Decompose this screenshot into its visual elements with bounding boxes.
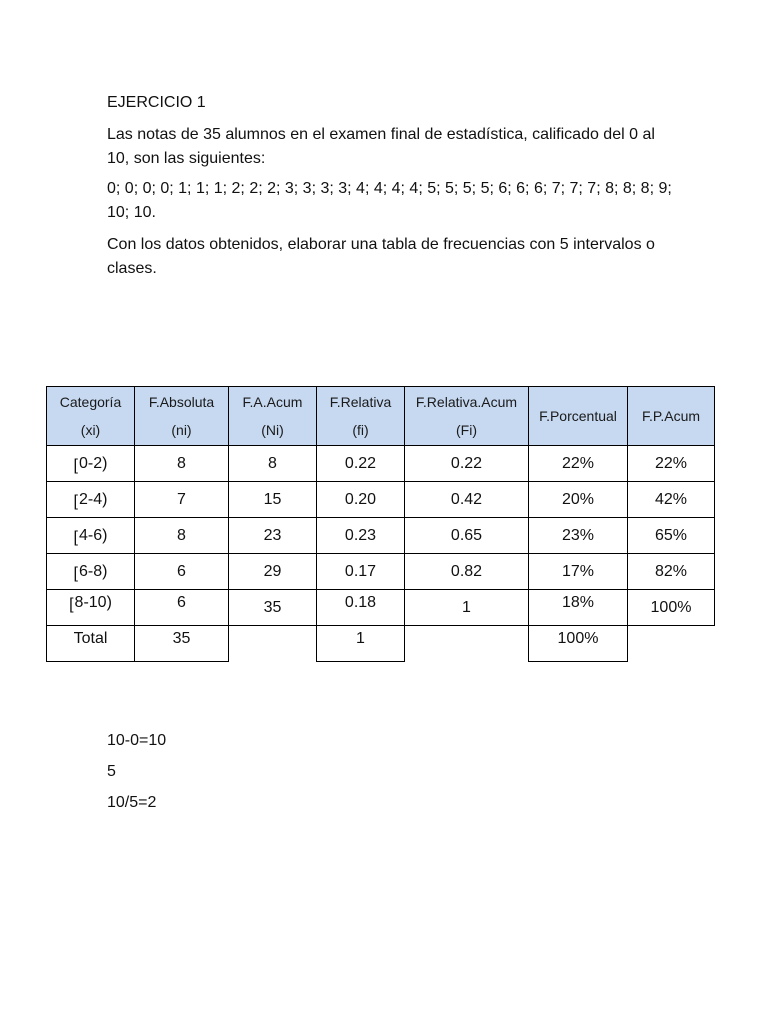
header-label: F.Absoluta	[148, 394, 215, 410]
cell-pct: 17%	[529, 554, 628, 590]
category-label: 4-6)	[79, 526, 108, 544]
table-total-row	[47, 626, 715, 662]
cell-category	[47, 590, 135, 626]
range-calculation: 10-0=10	[107, 732, 167, 749]
cell-fi: 0.23	[317, 518, 405, 554]
problem-statement	[107, 123, 677, 171]
category-label: 2-4)	[79, 490, 108, 508]
header-label: F.Porcentual	[539, 408, 617, 424]
cell-Fi: 0.65	[405, 518, 529, 554]
exercise-title-text: EJERCICIO 1	[107, 94, 206, 111]
task-instruction	[107, 233, 677, 281]
table-row	[47, 482, 715, 518]
header-label: F.P.Acum	[641, 408, 701, 424]
cell-fi: 0.17	[317, 554, 405, 590]
category-label: 6-8)	[79, 562, 108, 580]
header-sub: (fi)	[352, 422, 369, 438]
cell-ni: 8	[135, 446, 229, 482]
header-f-p-acum	[628, 387, 715, 446]
grades-list	[107, 177, 677, 225]
class-width-calculation: 10/5=2	[107, 794, 157, 811]
cell-Ni: 15	[229, 482, 317, 518]
bracket-glyph: [	[73, 492, 78, 510]
cell-pct: 22%	[529, 446, 628, 482]
cell-empty	[405, 626, 529, 662]
header-categoria	[47, 387, 135, 446]
cell-total-fi: 1	[317, 626, 405, 662]
table-row	[47, 554, 715, 590]
header-f-porcentual	[529, 387, 628, 446]
cell-fi: 0.22	[317, 446, 405, 482]
bracket-glyph: [	[73, 528, 78, 546]
header-f-relativa-acum	[405, 387, 529, 446]
frequency-table	[46, 386, 715, 662]
cell-Ni: 35	[229, 590, 317, 626]
bracket-glyph: [	[73, 456, 78, 474]
header-f-relativa	[317, 387, 405, 446]
cell-Ni: 23	[229, 518, 317, 554]
cell-category	[47, 518, 135, 554]
number-of-classes: 5	[107, 763, 116, 780]
header-sub: (Ni)	[261, 422, 284, 438]
cell-pct: 18%	[529, 590, 628, 626]
cell-pct: 20%	[529, 482, 628, 518]
cell-ni: 6	[135, 590, 229, 626]
cell-category	[47, 446, 135, 482]
cell-fi: 0.18	[317, 590, 405, 626]
cell-pacum: 42%	[628, 482, 715, 518]
table-row	[47, 590, 715, 626]
header-f-absoluta	[135, 387, 229, 446]
problem-statement-text: Las notas de 35 alumnos en el examen final de estadística, calificado del 0 al 10, son las siguientes:	[107, 126, 655, 167]
cell-pacum: 100%	[628, 590, 715, 626]
category-label: 8-10)	[74, 594, 112, 611]
cell-empty	[229, 626, 317, 662]
cell-pacum: 82%	[628, 554, 715, 590]
interval-calculation	[107, 729, 677, 822]
header-label: Categoría	[59, 394, 122, 410]
cell-pct: 23%	[529, 518, 628, 554]
cell-pacum: 22%	[628, 446, 715, 482]
cell-ni: 7	[135, 482, 229, 518]
cell-total-label: Total	[47, 626, 135, 662]
category-label: 0-2)	[79, 454, 108, 472]
cell-pacum: 65%	[628, 518, 715, 554]
grades-list-text: 0; 0; 0; 0; 1; 1; 1; 2; 2; 2; 3; 3; 3; 3; 4; 4; 4; 4; 5; 5; 5; 5; 6; 6; 6; 7; 7; 7; 8; 8; 8; 9; 10; 10.	[107, 180, 672, 221]
header-sub: (xi)	[80, 422, 101, 438]
table-row	[47, 518, 715, 554]
cell-ni: 6	[135, 554, 229, 590]
table-header-row	[47, 387, 715, 446]
cell-category	[47, 482, 135, 518]
cell-Ni: 29	[229, 554, 317, 590]
exercise-title	[107, 91, 677, 115]
cell-Fi: 0.42	[405, 482, 529, 518]
cell-Fi: 0.22	[405, 446, 529, 482]
cell-total-pct: 100%	[529, 626, 628, 662]
cell-total-ni: 35	[135, 626, 229, 662]
cell-Fi: 0.82	[405, 554, 529, 590]
header-label: F.A.Acum	[242, 394, 303, 410]
cell-Fi: 1	[405, 590, 529, 626]
header-sub: (Fi)	[456, 422, 477, 438]
cell-Ni: 8	[229, 446, 317, 482]
bracket-glyph: [	[69, 596, 74, 613]
table-row	[47, 446, 715, 482]
cell-ni: 8	[135, 518, 229, 554]
header-sub: (ni)	[171, 422, 192, 438]
header-f-a-acum	[229, 387, 317, 446]
task-instruction-text: Con los datos obtenidos, elaborar una tabla de frecuencias con 5 intervalos o clases.	[107, 236, 655, 277]
header-label: F.Relativa.Acum	[415, 394, 518, 410]
bracket-glyph: [	[73, 564, 78, 582]
cell-empty	[628, 626, 715, 662]
cell-fi: 0.20	[317, 482, 405, 518]
header-label: F.Relativa	[329, 394, 392, 410]
cell-category	[47, 554, 135, 590]
